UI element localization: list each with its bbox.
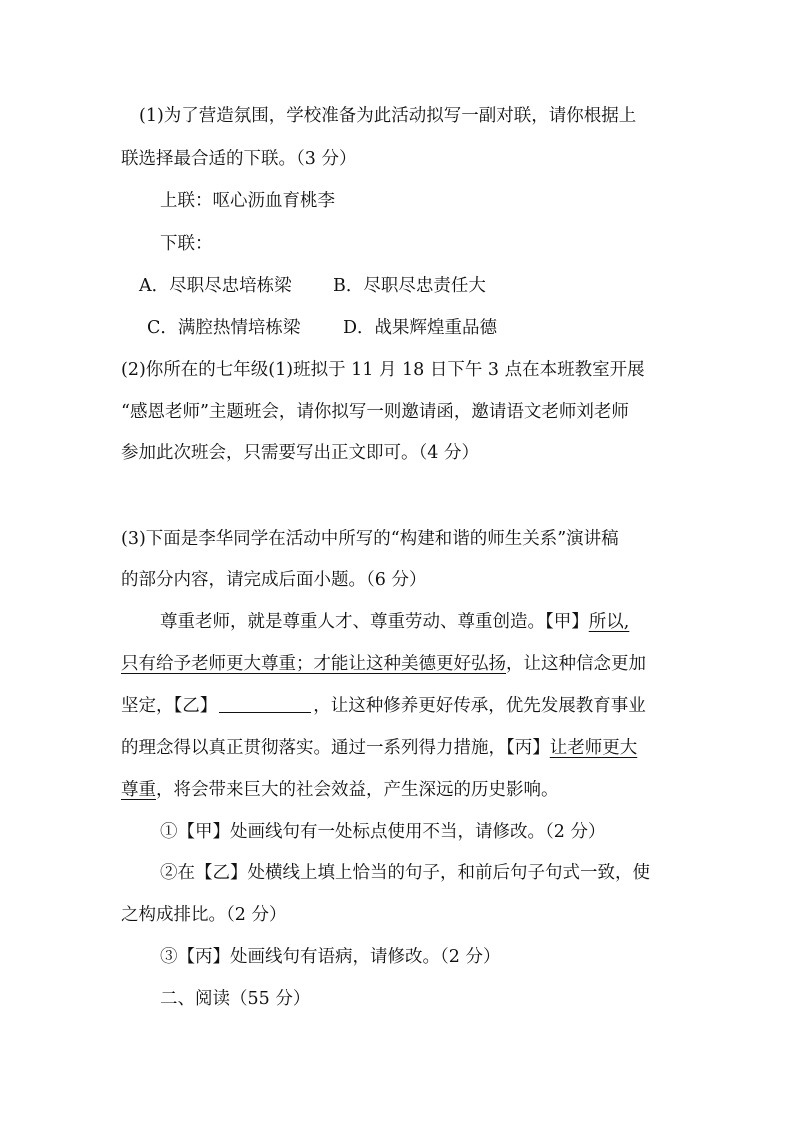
passage-line-5 (121, 778, 559, 802)
passage-line-4 (121, 736, 637, 760)
q1-options-row-2 (147, 316, 497, 340)
fill-in-blank-yi (219, 694, 311, 713)
option-b: B．尽职尽忠责任大 (333, 276, 486, 296)
q2-line-2: “感恩老师”主题班会，请你拟写一则邀请函，邀请语文老师刘老师 (121, 402, 629, 422)
option-d: D．战果辉煌重品德 (343, 318, 498, 338)
q2-line-1: (2)你所在的七年级(1)班拟于 11 月 18 日下午 3 点在本班教室开展 (121, 360, 645, 380)
q1-lower-couplet: 下联： (160, 234, 213, 254)
passage-text: 坚定，【乙】 (121, 696, 218, 716)
option-c: C．满腔热情培栋梁 (147, 318, 301, 338)
passage-text: 的理念得以真正贯彻落实。通过一系列得力措施，【丙】 (121, 738, 550, 758)
underlined-jia-sentence: 只有给予老师更大尊重；才能让这种美德更好弘扬 (121, 654, 506, 674)
q3-line-2: 的部分内容，请完成后面小题。（6 分） (121, 570, 427, 590)
section-heading-reading: 二、阅读（55 分） (160, 989, 311, 1009)
q1-line-1: (1)为了营造氛围，学校准备为此活动拟写一副对联，请你根据上 (139, 106, 637, 126)
q1-upper-couplet: 上联：呕心沥血育桃李 (160, 191, 335, 211)
passage-line-3 (121, 694, 646, 718)
passage-line-1 (160, 610, 629, 634)
underlined-bing-end: 尊重 (121, 780, 156, 800)
underlined-bing-start: 让老师更大 (549, 738, 638, 758)
option-a: A．尽职尽忠培栋梁 (139, 276, 292, 296)
sub-question-2-line-2: 之构成排比。（2 分） (121, 905, 287, 925)
q3-line-1: (3)下面是李华同学在活动中所写的“构建和谐的师生关系”演讲稿 (121, 529, 619, 549)
q1-options-row-1 (139, 274, 486, 298)
sub-question-2-line-1: ②在【乙】处横线上填上恰当的句子，和前后句子句式一致，使 (160, 863, 650, 883)
underlined-jia-start: 所以, (588, 612, 630, 632)
sub-question-3: ③【丙】处画线句有语病，请修改。（2 分） (160, 947, 501, 967)
q1-line-2: 联选择最合适的下联。（3 分） (121, 149, 357, 169)
passage-text: ，将会带来巨大的社会效益，产生深远的历史影响。 (156, 780, 559, 800)
passage-line-2 (121, 652, 646, 676)
q2-line-3: 参加此次班会，只需要写出正文即可。（4 分） (121, 443, 479, 463)
sub-question-1: ①【甲】处画线句有一处标点使用不当，请修改。（2 分） (160, 822, 606, 842)
passage-text: ，让这种修养更好传承，优先发展教育事业 (313, 696, 646, 716)
passage-text: ，让这种信念更加 (506, 654, 646, 674)
passage-text: 尊重老师，就是尊重人才、尊重劳动、尊重创造。【甲】 (160, 612, 589, 632)
